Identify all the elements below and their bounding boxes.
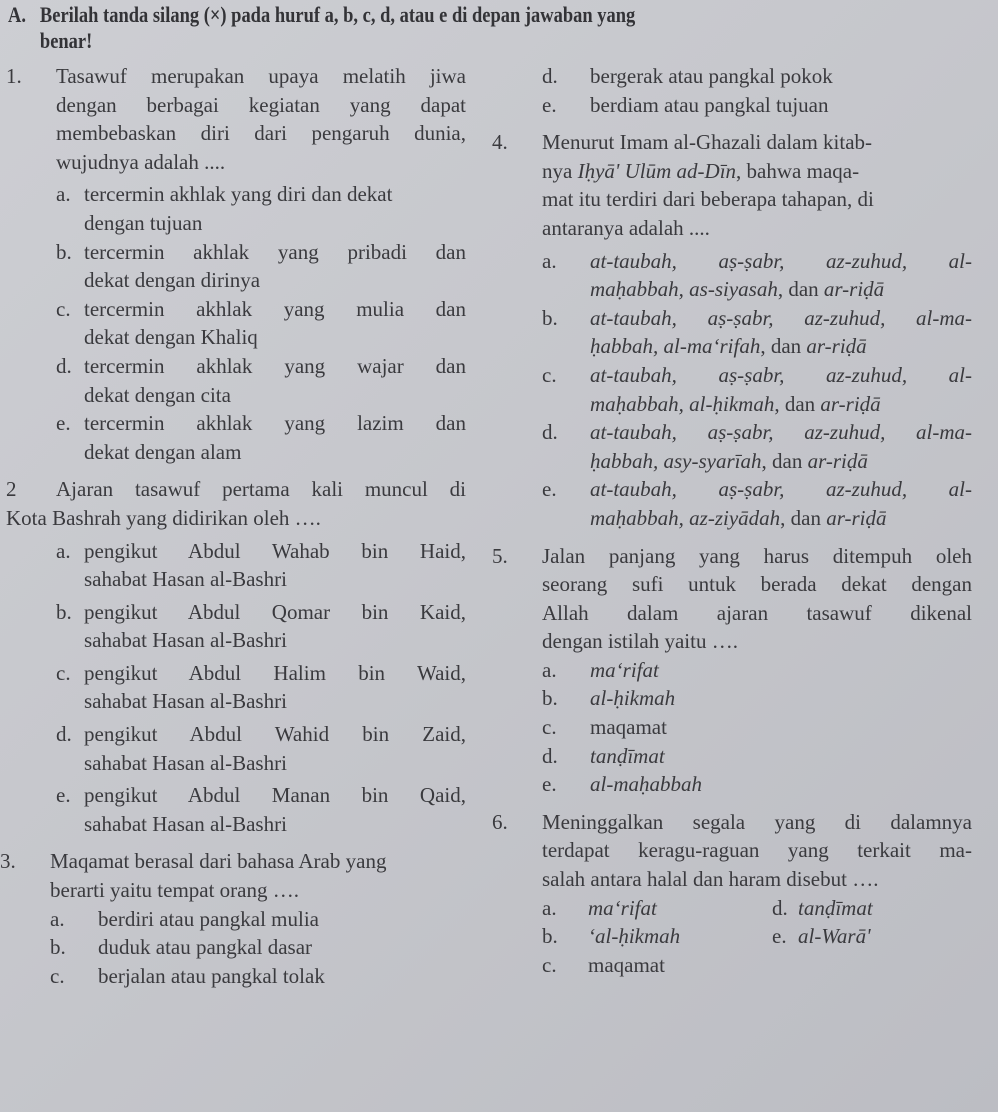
option-e[interactable] (6, 781, 466, 838)
option-text: duduk atau pangkal dasar (98, 935, 313, 960)
option-text: sahabat Hasan al-Bashri (84, 750, 287, 775)
option-label: b. (56, 239, 72, 264)
option-text: tanḍīmat (798, 895, 873, 920)
question-text: terdapat keragu-raguan yang terkait ma- (542, 838, 972, 863)
option-c[interactable] (6, 295, 466, 352)
option-b[interactable] (6, 238, 466, 295)
question-text: Meninggalkan segala yang di dalamnya (542, 809, 972, 834)
option-label: d. (542, 743, 558, 768)
option-label: b. (542, 305, 558, 330)
option-e[interactable]: e. at-taubah, aṣ-ṣabr, az-zuhud, al- maḥabbah, az-ziyādah, dan ar-riḍā (492, 475, 972, 532)
option-text: pengikut Abdul Halim bin Waid, (84, 660, 466, 685)
option-text: dekat dengan alam (84, 439, 242, 464)
option-e[interactable] (492, 770, 972, 799)
question-text: membebaskan diri dari pengaruh dunia, (56, 121, 466, 146)
option-label: a. (56, 538, 71, 563)
question-text: dengan istilah yaitu …. (542, 629, 738, 654)
option-d[interactable] (6, 352, 466, 409)
question-2 (6, 475, 466, 838)
question-1 (6, 62, 466, 466)
option-text: al-maḥabbah (590, 772, 702, 797)
option-d[interactable]: d. at-taubah, aṣ-ṣabr, az-zuhud, al-ma- ḥabbah, asy-syarīah, dan ar-riḍā (492, 418, 972, 475)
option-text: sahabat Hasan al-Bashri (84, 689, 287, 714)
option-text: bergerak atau pangkal pokok (590, 64, 833, 88)
option-label: a. (542, 895, 557, 920)
question-text: antaranya adalah .... (542, 215, 710, 240)
question-text: Ajaran tasawuf pertama kali muncul di (56, 477, 466, 502)
question-text: wujudnya adalah .... (56, 149, 226, 174)
option-c[interactable] (6, 659, 466, 716)
option-label: e. (542, 477, 557, 502)
question-text: Menurut Imam al-Ghazali dalam kitab- (542, 130, 873, 155)
question-number: 2 (6, 477, 17, 502)
option-b[interactable] (492, 684, 972, 713)
option-label: e. (542, 772, 557, 797)
option-b[interactable] (0, 933, 466, 962)
question-text: dengan berbagai kegiatan yang dapat (56, 92, 466, 117)
option-text: at-taubah, aṣ-ṣabr, az-zuhud, al- (590, 477, 972, 502)
option-label: e. (56, 783, 71, 808)
question-4 (492, 128, 972, 532)
option-label: d. (56, 353, 72, 378)
option-text: tercermin akhlak yang mulia dan (84, 296, 466, 321)
option-label: b. (542, 686, 558, 711)
option-c[interactable] (542, 951, 772, 980)
option-label: a. (542, 657, 557, 682)
option-text: tercermin akhlak yang wajar dan (84, 353, 466, 378)
option-label: c. (542, 952, 557, 977)
option-text: ma‘rifat (588, 895, 657, 920)
option-label: c. (542, 362, 557, 387)
option-label: c. (56, 296, 71, 321)
option-text: ma‘rifat (590, 657, 659, 682)
option-label: c. (50, 963, 65, 988)
question-text: Kota Bashrah yang didirikan oleh …. (6, 505, 321, 530)
option-text: dekat dengan dirinya (84, 268, 261, 293)
option-text: berjalan atau pangkal tolak (98, 963, 325, 988)
option-text: ‘al-ḥikmah (588, 924, 681, 949)
question-text: nya Iḥyā' Ulūm ad-Dīn, bahwa maqa- (542, 158, 860, 183)
option-text: tercermin akhlak yang pribadi dan (84, 239, 466, 264)
option-text: al-Warā' (798, 924, 871, 949)
option-d[interactable] (6, 720, 466, 777)
question-number: 5. (492, 543, 508, 568)
option-label: d. (772, 895, 788, 920)
option-d[interactable] (492, 742, 972, 771)
option-text: dekat dengan cita (84, 382, 231, 407)
instruction-text-cont: benar! (39, 28, 93, 53)
option-text: berdiam atau pangkal tujuan (590, 92, 829, 117)
option-d[interactable] (492, 62, 972, 91)
option-text: sahabat Hasan al-Bashri (84, 811, 287, 836)
option-text: berdiri atau pangkal mulia (98, 906, 320, 931)
option-text: dengan tujuan (84, 210, 203, 235)
option-label: b. (542, 924, 558, 949)
option-label: d. (542, 64, 558, 88)
option-text: dekat dengan Khaliq (84, 325, 258, 350)
option-label: b. (50, 935, 66, 960)
option-e[interactable] (772, 922, 871, 951)
option-text: at-taubah, aṣ-ṣabr, az-zuhud, al- (590, 248, 972, 273)
option-label: e. (542, 92, 557, 117)
section-number: A. (8, 2, 26, 27)
option-label: c. (542, 715, 557, 740)
option-b[interactable]: b. at-taubah, aṣ-ṣabr, az-zuhud, al-ma- ḥabbah, al-ma‘rifah, dan ar-riḍā (492, 304, 972, 361)
option-text: tanḍīmat (590, 743, 665, 768)
option-label: e. (56, 411, 71, 436)
right-column (492, 62, 972, 979)
option-text: pengikut Abdul Wahid bin Zaid, (84, 722, 466, 747)
option-text: maqamat (590, 715, 667, 740)
option-label: c. (56, 660, 71, 685)
option-text: at-taubah, aṣ-ṣabr, az-zuhud, al- (590, 362, 972, 387)
option-c[interactable] (492, 713, 972, 742)
question-number: 6. (492, 809, 508, 834)
option-text: al-ḥikmah (590, 686, 676, 711)
option-c[interactable]: c. at-taubah, aṣ-ṣabr, az-zuhud, al- maḥabbah, al-ḥikmah, dan ar-riḍā (492, 361, 972, 418)
option-text: tercermin akhlak yang lazim dan (84, 411, 466, 436)
option-label: e. (772, 924, 787, 949)
option-a[interactable] (0, 905, 466, 934)
option-b[interactable] (542, 922, 772, 951)
question-text: Jalan panjang yang harus ditempuh oleh (542, 543, 972, 568)
option-text: pengikut Abdul Manan bin Qaid, (84, 783, 466, 808)
question-number: 1. (6, 64, 22, 88)
question-text: Maqamat berasal dari bahasa Arab yang (50, 849, 387, 874)
option-a[interactable]: a. at-taubah, aṣ-ṣabr, az-zuhud, al- maḥabbah, as-siyasah, dan ar-riḍā (492, 247, 972, 304)
option-text: at-taubah, aṣ-ṣabr, az-zuhud, al-ma- (590, 305, 972, 330)
question-text: Allah dalam ajaran tasawuf dikenal (542, 600, 972, 625)
question-5 (492, 542, 972, 799)
option-text: maqamat (588, 952, 665, 977)
question-number: 3. (0, 849, 16, 874)
option-a[interactable] (6, 180, 466, 237)
option-label: d. (56, 722, 72, 747)
instruction-text: Berilah tanda silang (×) pada huruf a, b, c, d, atau e di depan jawaban yang (39, 2, 636, 27)
option-text: tercermin akhlak yang diri dan dekat (84, 182, 393, 207)
option-label: a. (542, 248, 557, 273)
option-d[interactable] (772, 894, 873, 923)
question-text: berarti yaitu tempat orang …. (50, 878, 299, 903)
option-c[interactable] (0, 962, 466, 991)
question-6 (492, 808, 972, 980)
question-text: seorang sufi untuk berada dekat dengan (542, 572, 972, 597)
option-text: pengikut Abdul Qomar bin Kaid, (84, 599, 466, 624)
option-a[interactable] (6, 537, 466, 594)
option-text: sahabat Hasan al-Bashri (84, 628, 287, 653)
option-text: pengikut Abdul Wahab bin Haid, (84, 538, 466, 563)
option-label: d. (542, 420, 558, 445)
option-e[interactable] (6, 409, 466, 466)
instruction (8, 2, 831, 54)
option-text: sahabat Hasan al-Bashri (84, 567, 287, 592)
option-text: at-taubah, aṣ-ṣabr, az-zuhud, al-ma- (590, 420, 972, 445)
option-a[interactable] (492, 656, 972, 685)
left-column (0, 62, 466, 990)
option-label: b. (56, 599, 72, 624)
option-label: a. (56, 182, 71, 207)
question-number: 4. (492, 130, 508, 155)
option-b[interactable] (6, 598, 466, 655)
option-e[interactable] (492, 91, 972, 120)
book-title: Iḥyā' Ulūm ad-Dīn (577, 158, 737, 183)
question-3-continued (492, 62, 972, 119)
option-a[interactable] (542, 894, 772, 923)
option-label: a. (50, 906, 65, 931)
question-text: Tasawuf merupakan upaya melatih jiwa (56, 64, 466, 88)
question-text: mat itu terdiri dari beberapa tahapan, di (542, 187, 874, 212)
question-3 (0, 847, 466, 990)
question-text: salah antara halal dan haram disebut …. (542, 867, 879, 892)
